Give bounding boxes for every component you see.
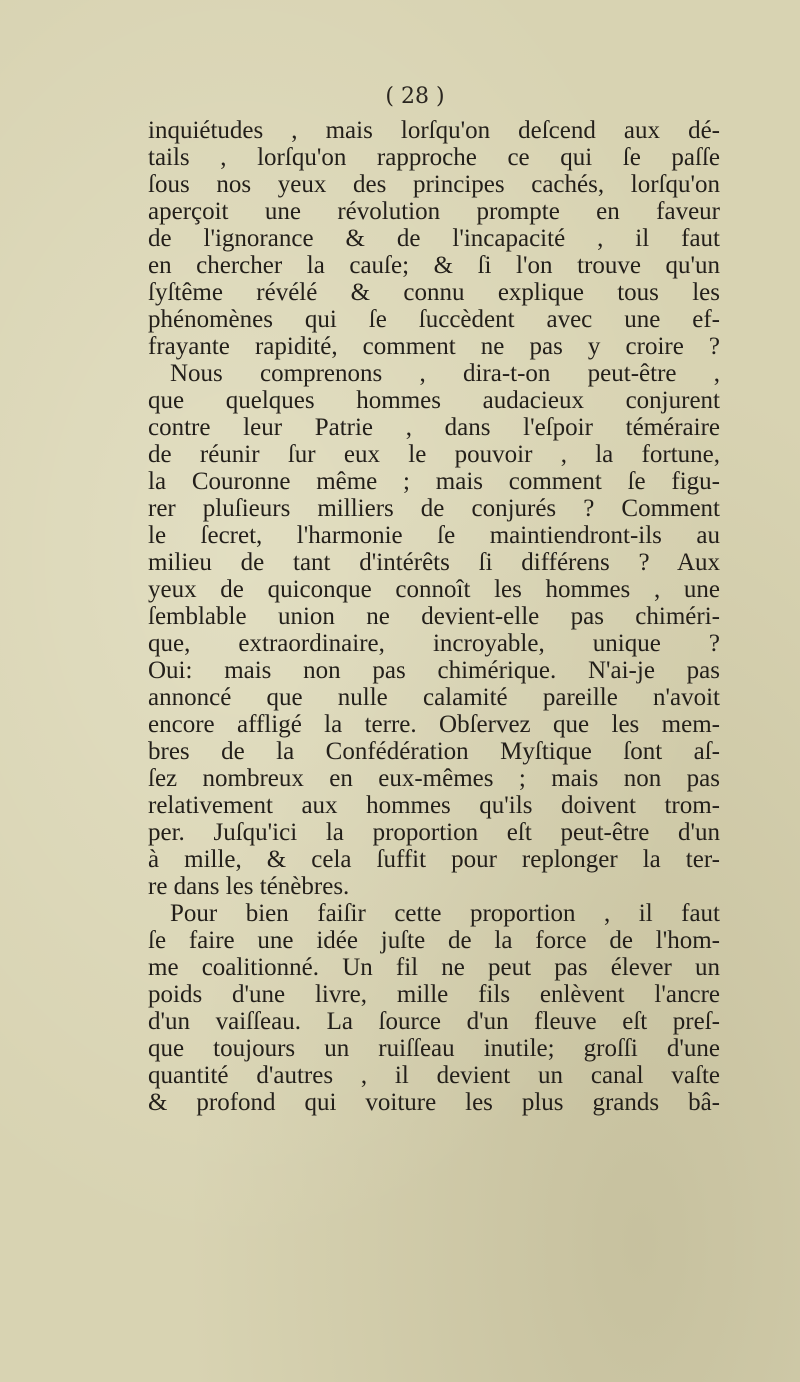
text-line: per. Juſqu'ici la proportion eſt peut-être d'un [148,819,720,846]
text-line: ſez nombreux en eux-mêmes ; mais non pas [148,765,720,792]
page-number: ( 28 ) [385,84,445,109]
text-line: à mille, & cela ſuffit pour replonger la ter- [148,846,720,873]
text-line: poids d'une livre, mille fils enlèvent l'ancre [148,981,720,1008]
text-line: quantité d'autres , il devient un canal vaſte [148,1062,720,1089]
text-line: rer pluſieurs milliers de conjurés ? Comment [148,495,720,522]
text-line: Nous comprenons , dira-t-on peut-être , [170,360,720,387]
text-line: aperçoit une révolution prompte en faveur [148,198,720,225]
text-line: relativement aux hommes qu'ils doivent trom- [148,792,720,819]
text-line: ſe faire une idée juſte de la force de l'hom- [148,927,720,954]
text-line: annoncé que nulle calamité pareille n'avoit [148,684,720,711]
text-line: frayante rapidité, comment ne pas y croire ? [148,333,720,360]
text-line: bres de la Confédération Myſtique ſont aſ- [148,738,720,765]
text-line: Pour bien faiſir cette proportion , il faut [170,900,720,927]
text-line: de réunir ſur eux le pouvoir , la fortune, [148,441,720,468]
text-line: ſous nos yeux des principes cachés, lorſqu'on [148,171,720,198]
text-line: milieu de tant d'intérêts ſi différens ? Aux [148,549,720,576]
text-line: re dans les ténèbres. [148,873,350,900]
body-text [148,117,720,1116]
text-line: contre leur Patrie , dans l'eſpoir téméraire [148,414,720,441]
text-line: la Couronne même ; mais comment ſe figu- [148,468,720,495]
text-line: tails , lorſqu'on rapproche ce qui ſe paſſe [148,144,720,171]
text-line: inquiétudes , mais lorſqu'on deſcend aux dé- [148,117,720,144]
text-line: me coalitionné. Un fil ne peut pas élever un [148,954,720,981]
text-line: d'un vaiſſeau. La ſource d'un fleuve eſt preſ- [148,1008,720,1035]
text-line: en chercher la cauſe; & ſi l'on trouve qu'un [148,252,720,279]
text-line: Oui: mais non pas chimérique. N'ai-je pas [148,657,720,684]
text-line: encore affligé la terre. Obſervez que les mem- [148,711,720,738]
text-line: que quelques hommes audacieux conjurent [148,387,720,414]
text-line: ſemblable union ne devient-elle pas chiméri- [148,603,720,630]
text-line: phénomènes qui ſe ſuccèdent avec une ef- [148,306,720,333]
text-line: que toujours un ruiſſeau inutile; groſſi d'une [148,1035,720,1062]
text-line: yeux de quiconque connoît les hommes , une [148,576,720,603]
text-line: de l'ignorance & de l'incapacité , il faut [148,225,720,252]
text-line: ſyſtême révélé & connu explique tous les [148,279,720,306]
text-line: le ſecret, l'harmonie ſe maintiendront-ils au [148,522,720,549]
text-line: que, extraordinaire, incroyable, unique ? [148,630,720,657]
text-line: & profond qui voiture les plus grands bâ- [148,1089,720,1116]
